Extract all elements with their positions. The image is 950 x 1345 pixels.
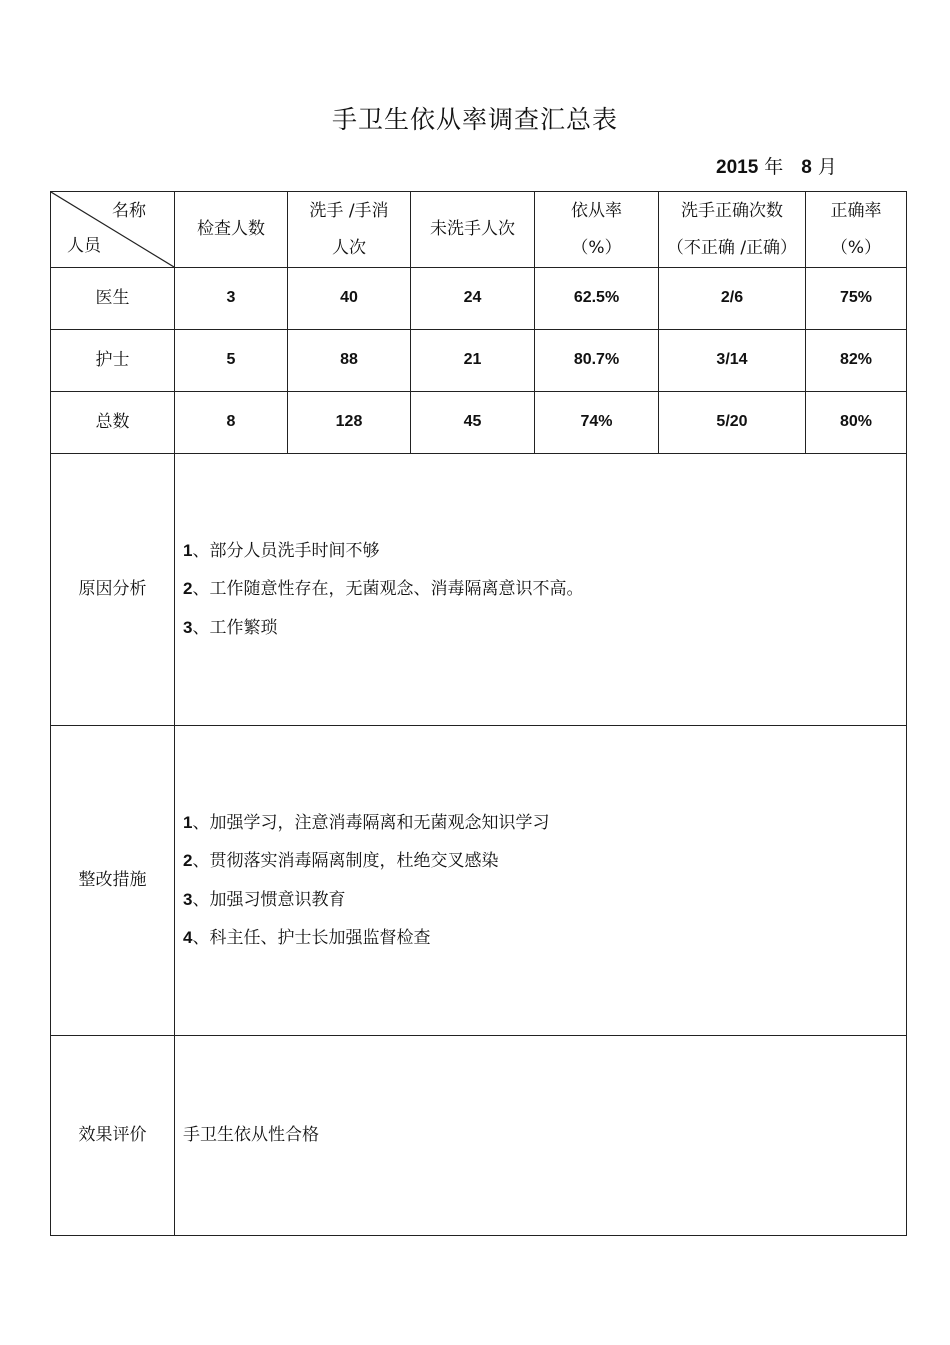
measures-item: 3、加强习惯意识教育	[183, 889, 346, 910]
cell-checked: 5	[175, 330, 288, 392]
page-title: 手卫生依从率调查汇总表	[331, 105, 618, 134]
cell-not-washed: 45	[411, 392, 535, 454]
analysis-item: 2、工作随意性存在，无菌观念、消毒隔离意识不高。	[183, 579, 584, 600]
cell-compliance: 74%	[535, 392, 659, 454]
row-name: 总数	[51, 392, 175, 454]
header-correct-rate: 正确率 （%）	[806, 192, 907, 268]
analysis-row	[51, 454, 907, 726]
analysis-item: 1、部分人员洗手时间不够	[183, 540, 380, 561]
analysis-item: 3、工作繁琐	[183, 617, 278, 638]
row-name: 护士	[51, 330, 175, 392]
measures-item: 2、贯彻落实消毒隔离制度，杜绝交叉感染	[183, 851, 499, 871]
cell-checked: 3	[175, 268, 288, 330]
cell-correct-rate: 82%	[806, 330, 907, 392]
table-row	[51, 268, 907, 330]
table-row	[51, 330, 907, 392]
date-month-unit: 月	[817, 156, 837, 178]
analysis-label: 原因分析	[51, 454, 175, 726]
date-month: 8	[801, 157, 812, 178]
cell-correct-rate: 80%	[806, 392, 907, 454]
cell-washed: 40	[288, 268, 411, 330]
header-washed: 洗手 /手消 人次	[288, 192, 411, 268]
cell-correct-count: 3/14	[659, 330, 806, 392]
measures-item: 4、科主任、护士长加强监督检查	[183, 928, 431, 948]
evaluation-text: 手卫生依从性合格	[183, 1124, 319, 1145]
analysis-content	[175, 454, 907, 726]
cell-compliance: 80.7%	[535, 330, 659, 392]
report-date	[716, 152, 837, 179]
header-not-washed: 未洗手人次	[411, 192, 535, 268]
evaluation-content	[175, 1036, 907, 1236]
cell-correct-count: 5/20	[659, 392, 806, 454]
date-year-unit: 年	[764, 156, 784, 178]
cell-not-washed: 24	[411, 268, 535, 330]
evaluation-label: 效果评价	[51, 1036, 175, 1236]
summary-table	[50, 191, 907, 1236]
cell-correct-count: 2/6	[659, 268, 806, 330]
measures-item: 1、加强学习，注意消毒隔离和无菌观念知识学习	[183, 812, 550, 833]
header-row	[51, 192, 907, 268]
cell-washed: 88	[288, 330, 411, 392]
date-year: 2015	[716, 157, 759, 178]
corner-header-cell	[51, 192, 175, 268]
corner-label-name: 名称	[112, 201, 146, 221]
measures-row	[51, 726, 907, 1036]
evaluation-row	[51, 1036, 907, 1236]
cell-washed: 128	[288, 392, 411, 454]
measures-label: 整改措施	[51, 726, 175, 1036]
row-name: 医生	[51, 268, 175, 330]
corner-label-staff: 人员	[67, 235, 101, 256]
header-compliance: 依从率 （%）	[535, 192, 659, 268]
table-row	[51, 392, 907, 454]
cell-correct-rate: 75%	[806, 268, 907, 330]
header-correct-count: 洗手正确次数 （不正确 /正确）	[659, 192, 806, 268]
cell-compliance: 62.5%	[535, 268, 659, 330]
header-checked: 检查人数	[175, 192, 288, 268]
cell-not-washed: 21	[411, 330, 535, 392]
cell-checked: 8	[175, 392, 288, 454]
measures-content	[175, 726, 907, 1036]
